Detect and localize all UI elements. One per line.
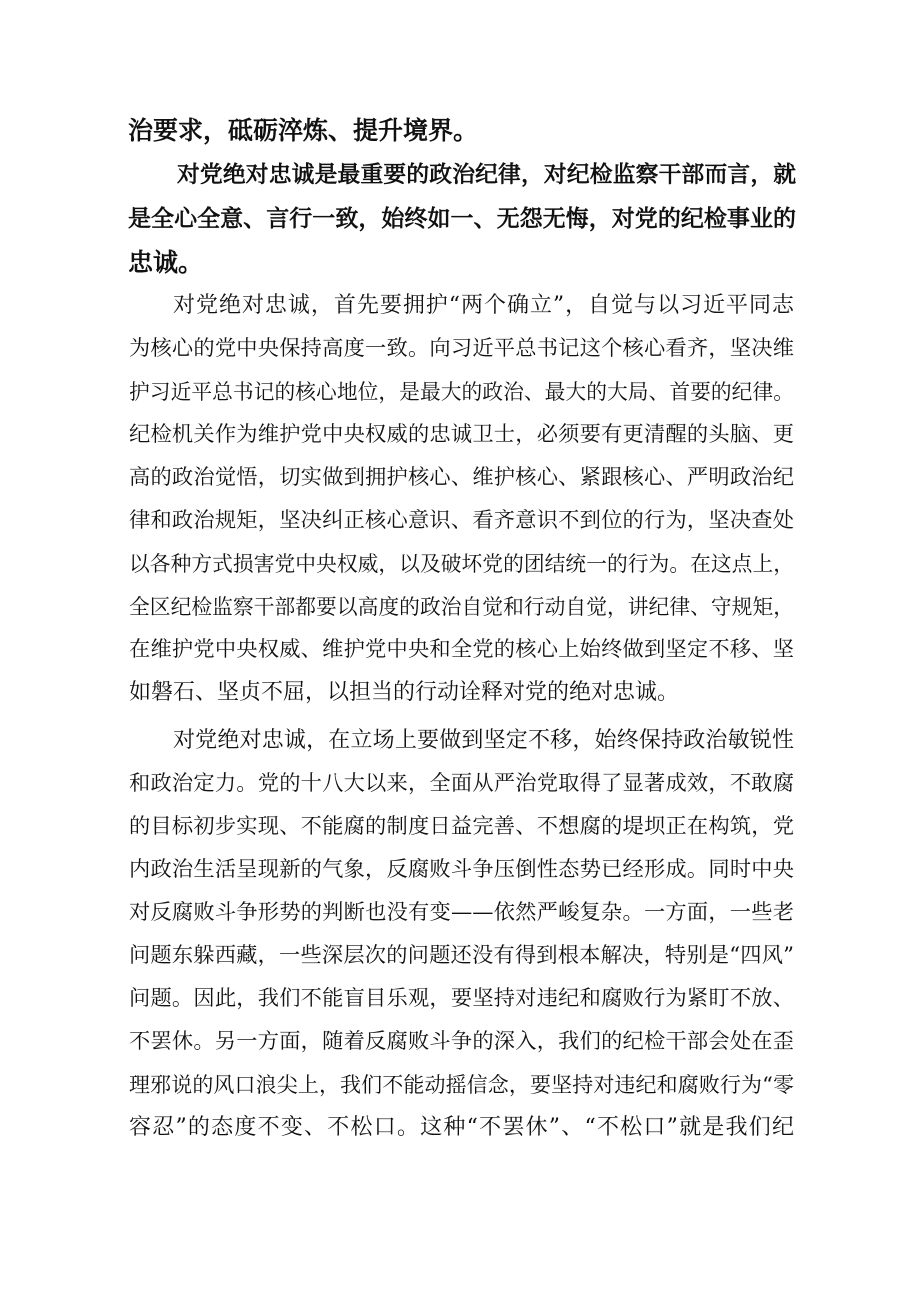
heading-line-1: 治要求，砥砺淬炼、提升境界。: [128, 116, 479, 145]
paragraph-1-line-3: 护习近平总书记的核心地位，是最大的政治、最大的大局、首要的纪律。: [129, 380, 794, 404]
paragraph-2-line-2: 和政治定力。党的十八大以来，全面从严治党取得了显著成效，不敢腐: [129, 771, 794, 796]
paragraph-2-line-6: 问题东躲西藏，一些深层次的问题还没有得到根本解决，特别是“四风”: [129, 943, 794, 968]
paragraph-1-line-1: 对党绝对忠诚，首先要拥护“两个确立”，自觉与以习近平同志: [173, 293, 794, 318]
paragraph-1-line-4: 纪检机关作为维护党中央权威的忠诚卫士，必须要有更清醒的头脑、更: [129, 422, 794, 447]
heading-line-4: 忠诚。: [128, 248, 204, 277]
paragraph-2-line-7: 问题。因此，我们不能盲目乐观，要坚持对违纪和腐败行为紧盯不放、: [129, 986, 794, 1011]
paragraph-1-line-5: 高的政治觉悟，切实做到拥护核心、维护核心、紧跟核心、严明政治纪: [129, 465, 794, 490]
heading-line-3: 是全心全意、言行一致，始终如一、无怨无悔，对党的纪检事业的: [128, 206, 796, 232]
heading-line-2: 对党绝对忠诚是最重要的政治纪律，对纪检监察干部而言，就: [177, 162, 796, 188]
paragraph-2-line-1: 对党绝对忠诚，在立场上要做到坚定不移，始终保持政治敏锐性: [173, 728, 794, 753]
paragraph-2-line-4: 内政治生活呈现新的气象，反腐败斗争压倒性态势已经形成。同时中央: [129, 857, 794, 882]
paragraph-2-line-10: 容忍”的态度不变、不松口。这种“不罢休”、“不松口”就是我们纪: [129, 1115, 794, 1140]
paragraph-2-line-8: 不罢休。另一方面，随着反腐败斗争的深入，我们的纪检干部会处在歪: [129, 1029, 794, 1054]
paragraph-1-line-9: 在维护党中央权威、维护党中央和全党的核心上始终做到坚定不移、坚: [129, 637, 794, 662]
paragraph-2-line-3: 的目标初步实现、不能腐的制度日益完善、不想腐的堤坝正在构筑，党: [129, 814, 794, 839]
paragraph-1-line-10: 如磐石、坚贞不屈，以担当的行动诠释对党的绝对忠诚。: [129, 680, 680, 705]
paragraph-1-line-6: 律和政治规矩，坚决纠正核心意识、看齐意识不到位的行为，坚决查处: [129, 508, 794, 533]
paragraph-2-line-9: 理邪说的风口浪尖上，我们不能动摇信念，要坚持对违纪和腐败行为“零: [129, 1073, 794, 1097]
paragraph-1-line-7: 以各种方式损害党中央权威，以及破坏党的团结统一的行为。在这点上，: [129, 552, 794, 576]
paragraph-1-line-2: 为核心的党中央保持高度一致。向习近平总书记这个核心看齐，坚决维: [129, 336, 794, 361]
paragraph-1-line-8: 全区纪检监察干部都要以高度的政治自觉和行动自觉，讲纪律、守规矩，: [129, 595, 794, 619]
paragraph-2-line-5: 对反腐败斗争形势的判断也没有变——依然严峻复杂。一方面，一些老: [129, 900, 794, 925]
